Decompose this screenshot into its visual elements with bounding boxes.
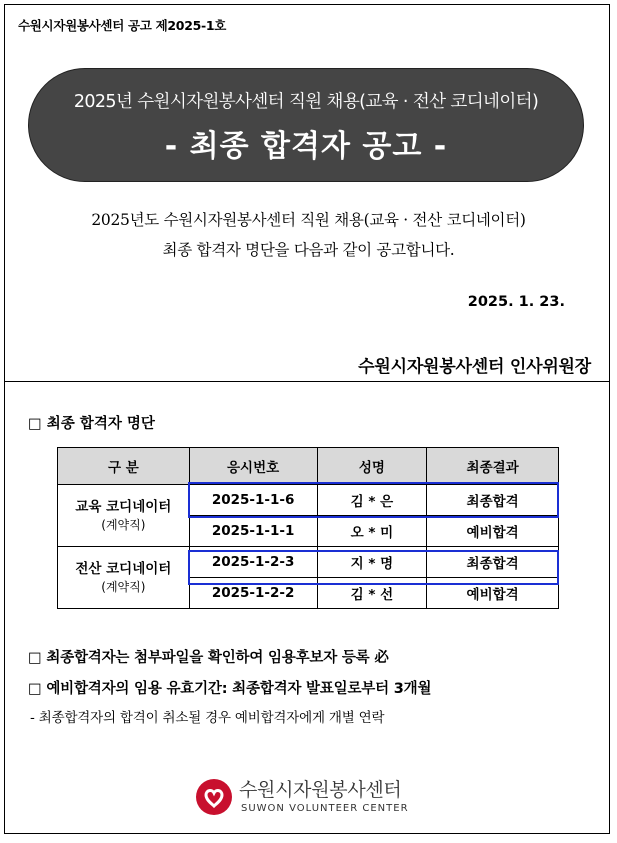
header-category: 구 분: [58, 448, 190, 485]
title-subtitle: 2025년 수원시자원봉사센터 직원 채용(교육 · 전산 코디네이터): [73, 92, 539, 112]
notice-date: 2025. 1. 23.: [467, 294, 565, 310]
category-cell: [58, 547, 190, 609]
notice-number: 수원시자원봉사센터 공고 제2025-1호: [18, 18, 227, 33]
applicant-number: 2025-1-1-6: [189, 485, 317, 516]
highlight-box-it: [188, 550, 559, 585]
divider: [4, 381, 610, 382]
note-validity: □ 예비합격자의 임용 유효기간: 최종합격자 발표일로부터 3개월: [28, 681, 432, 697]
category-sub: (계약직): [101, 517, 146, 532]
applicant-result: 최종합격: [427, 547, 559, 578]
header-name: 성명: [317, 448, 427, 485]
logo-english: SUWON VOLUNTEER CENTER: [241, 803, 409, 814]
note-contact: - 최종합격자의 합격이 취소될 경우 예비합격자에게 개별 연락: [30, 710, 385, 726]
intro-line-1: 2025년도 수원시자원봉사센터 직원 채용(교육 · 전산 코디네이터): [91, 211, 526, 229]
heart-logo-icon: [195, 778, 233, 816]
applicant-number: 2025-1-2-3: [189, 547, 317, 578]
center-logo: [195, 775, 435, 819]
logo-name: 수원시자원봉사센터: [239, 779, 402, 801]
category-sub: (계약직): [101, 579, 146, 594]
issuer: 수원시자원봉사센터 인사위원장: [358, 357, 591, 377]
title-main: - 최종 합격자 공고 -: [164, 129, 448, 164]
applicant-name: 지 * 명: [317, 547, 427, 578]
applicant-name: 오 * 미: [317, 516, 427, 547]
intro-line-2: 최종 합격자 명단을 다음과 같이 공고합니다.: [162, 241, 455, 259]
title-banner: [28, 68, 584, 182]
applicant-result: 예비합격: [427, 578, 559, 609]
header-number: 응시번호: [189, 448, 317, 485]
applicant-name: 김 * 은: [317, 485, 427, 516]
section-title: □ 최종 합격자 명단: [28, 416, 155, 432]
applicant-result: 최종합격: [427, 485, 559, 516]
category-cell: [58, 485, 190, 547]
intro-text: [0, 205, 617, 265]
category-label: 전산 코디네이터: [75, 560, 172, 577]
note-registration: □ 최종합격자는 첨부파일을 확인하여 임용후보자 등록 必: [28, 650, 389, 666]
category-label: 교육 코디네이터: [75, 498, 172, 515]
applicant-name: 김 * 선: [317, 578, 427, 609]
highlight-box-education: [188, 482, 559, 518]
applicant-number: 2025-1-2-2: [189, 578, 317, 609]
header-result: 최종결과: [427, 448, 559, 485]
applicant-number: 2025-1-1-1: [189, 516, 317, 547]
table-header-row: [58, 448, 559, 485]
applicant-result: 예비합격: [427, 516, 559, 547]
